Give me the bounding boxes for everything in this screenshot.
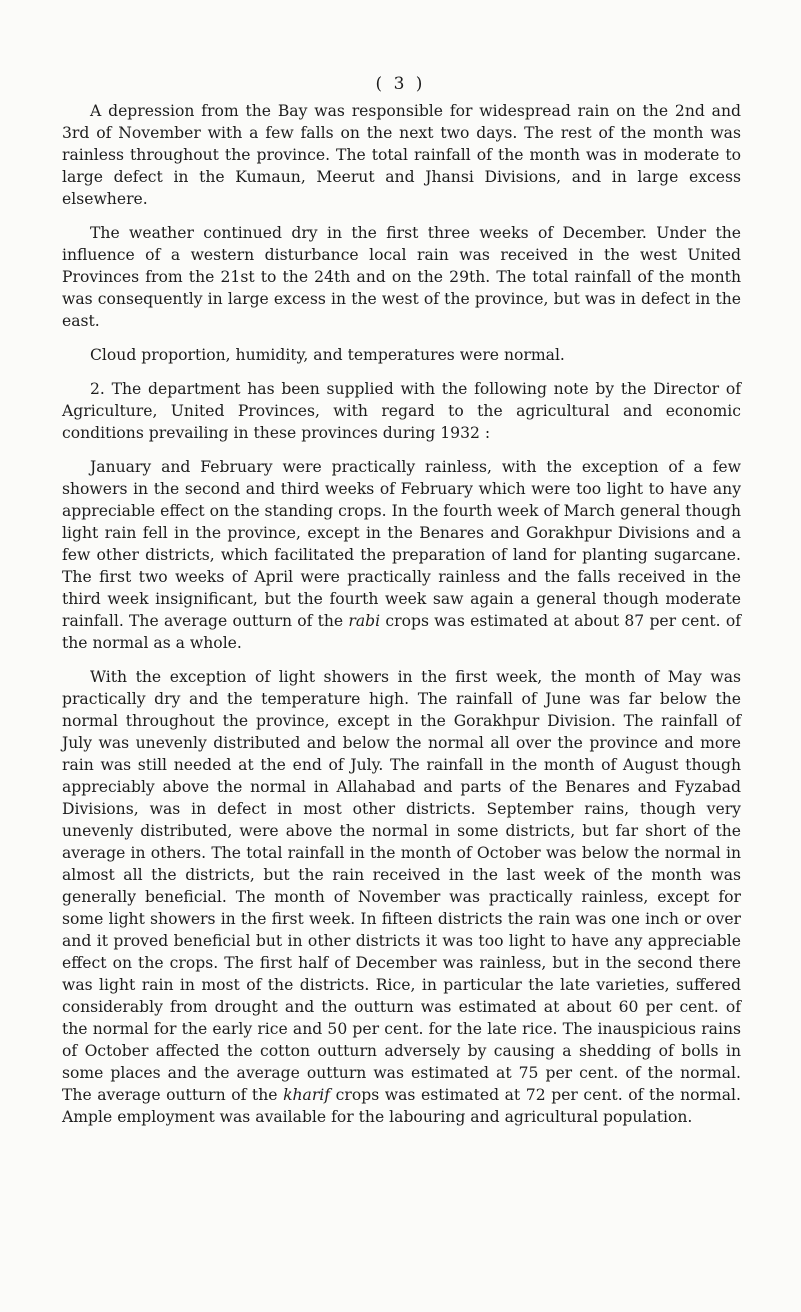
rabi-term: rabi bbox=[348, 612, 381, 630]
paragraph-may-december bbox=[62, 666, 741, 1128]
kharif-sentence-end: crops was estimated at 72 per cent. of the normal. Ample employment was available for the labouring and agricultural population. bbox=[62, 1086, 741, 1126]
kharif-term: kharif bbox=[283, 1086, 331, 1104]
paragraph-cloud-humidity: Cloud proportion, humidity, and temperatures were normal. bbox=[90, 346, 565, 364]
paragraph-december-weather: The weather continued dry in the first three weeks of December. Under the influence of a western disturbance local rain was received in the west United Provinces from the 21st to the 24th and on the 29th. The total rainfall of the month was consequently in large excess in the west of the province, but was in defect in the east. bbox=[62, 224, 741, 330]
body-text bbox=[62, 100, 741, 1140]
paragraph-director-note: 2. The department has been supplied with the following note by the Director of Agriculture, United Provinces, with regard to the agricultural and economic conditions prevailing in these provinces during 1932 : bbox=[62, 380, 741, 442]
paragraph-january-april-text: January and February were practically rainless, with the exception of a few showers in the second and third weeks of February which were too light to have any appreciable effect on the standing crops. In the fourth week of March general though light rain fell in the province, except in the Benares and Gorakhpur Divisions and a few other districts, which facilitated the preparation of land for planting sugarcane. The first two weeks of April were practically rainless and the falls received in the third week insignificant, but the fourth week saw again a general though moderate rainfall. bbox=[62, 458, 741, 630]
paragraph-november-weather: A depression from the Bay was responsible for widespread rain on the 2nd and 3rd of November with a few falls on the next two days. The rest of the month was rainless throughout the province. The total rainfall of the month was in moderate to large defect in the Kumaun, Meerut and Jhansi Divisions, and in large excess elsewhere. bbox=[62, 102, 741, 208]
paragraph-january-april bbox=[62, 456, 741, 654]
rabi-sentence-end: crops was estimated at about 87 per cent. of the normal as a whole. bbox=[62, 612, 741, 652]
page-number: ( 3 ) bbox=[375, 74, 426, 94]
rabi-sentence-start: The average outturn of the bbox=[129, 612, 349, 630]
paragraph-may-december-text: With the exception of light showers in the first week, the month of May was practically dry and the temperature high. The rainfall of June was far below the normal throughout the province, except in the Gorakhpur Division. The rainfall of July was unevenly distributed and below the normal all over the province and more rain was still needed at the end of July. The rainfall in the month of August though appreciably above the normal in Allahabad and parts of the Benares and Fyzabad Divisions, was in defect in most other districts. September rains, though very unevenly distributed, were above the normal in some districts, but far short of the average in others. The total rainfall in the month of October was below the normal in almost all the districts, but the rain received in the last week of the month was generally beneficial. The month of November was practically rainless, except for some light showers in the first week. In fifteen districts the rain was one inch or over and it proved beneficial but in other districts it was too light to have any appreciable effect on the crops. The first half of December was rainless, but in the second there was light rain in most of the districts. Rice, in particular the late varieties, suffered considerably from drought and the outturn was estimated at about 60 per cent. of the normal for the early rice and 50 per cent. for the late rice. The inauspicious rains of October affected the cotton outturn adversely by causing a shedding of bolls in some places and the average outturn was estimated at 75 per cent. of the normal. The average outturn of the bbox=[62, 668, 741, 1104]
